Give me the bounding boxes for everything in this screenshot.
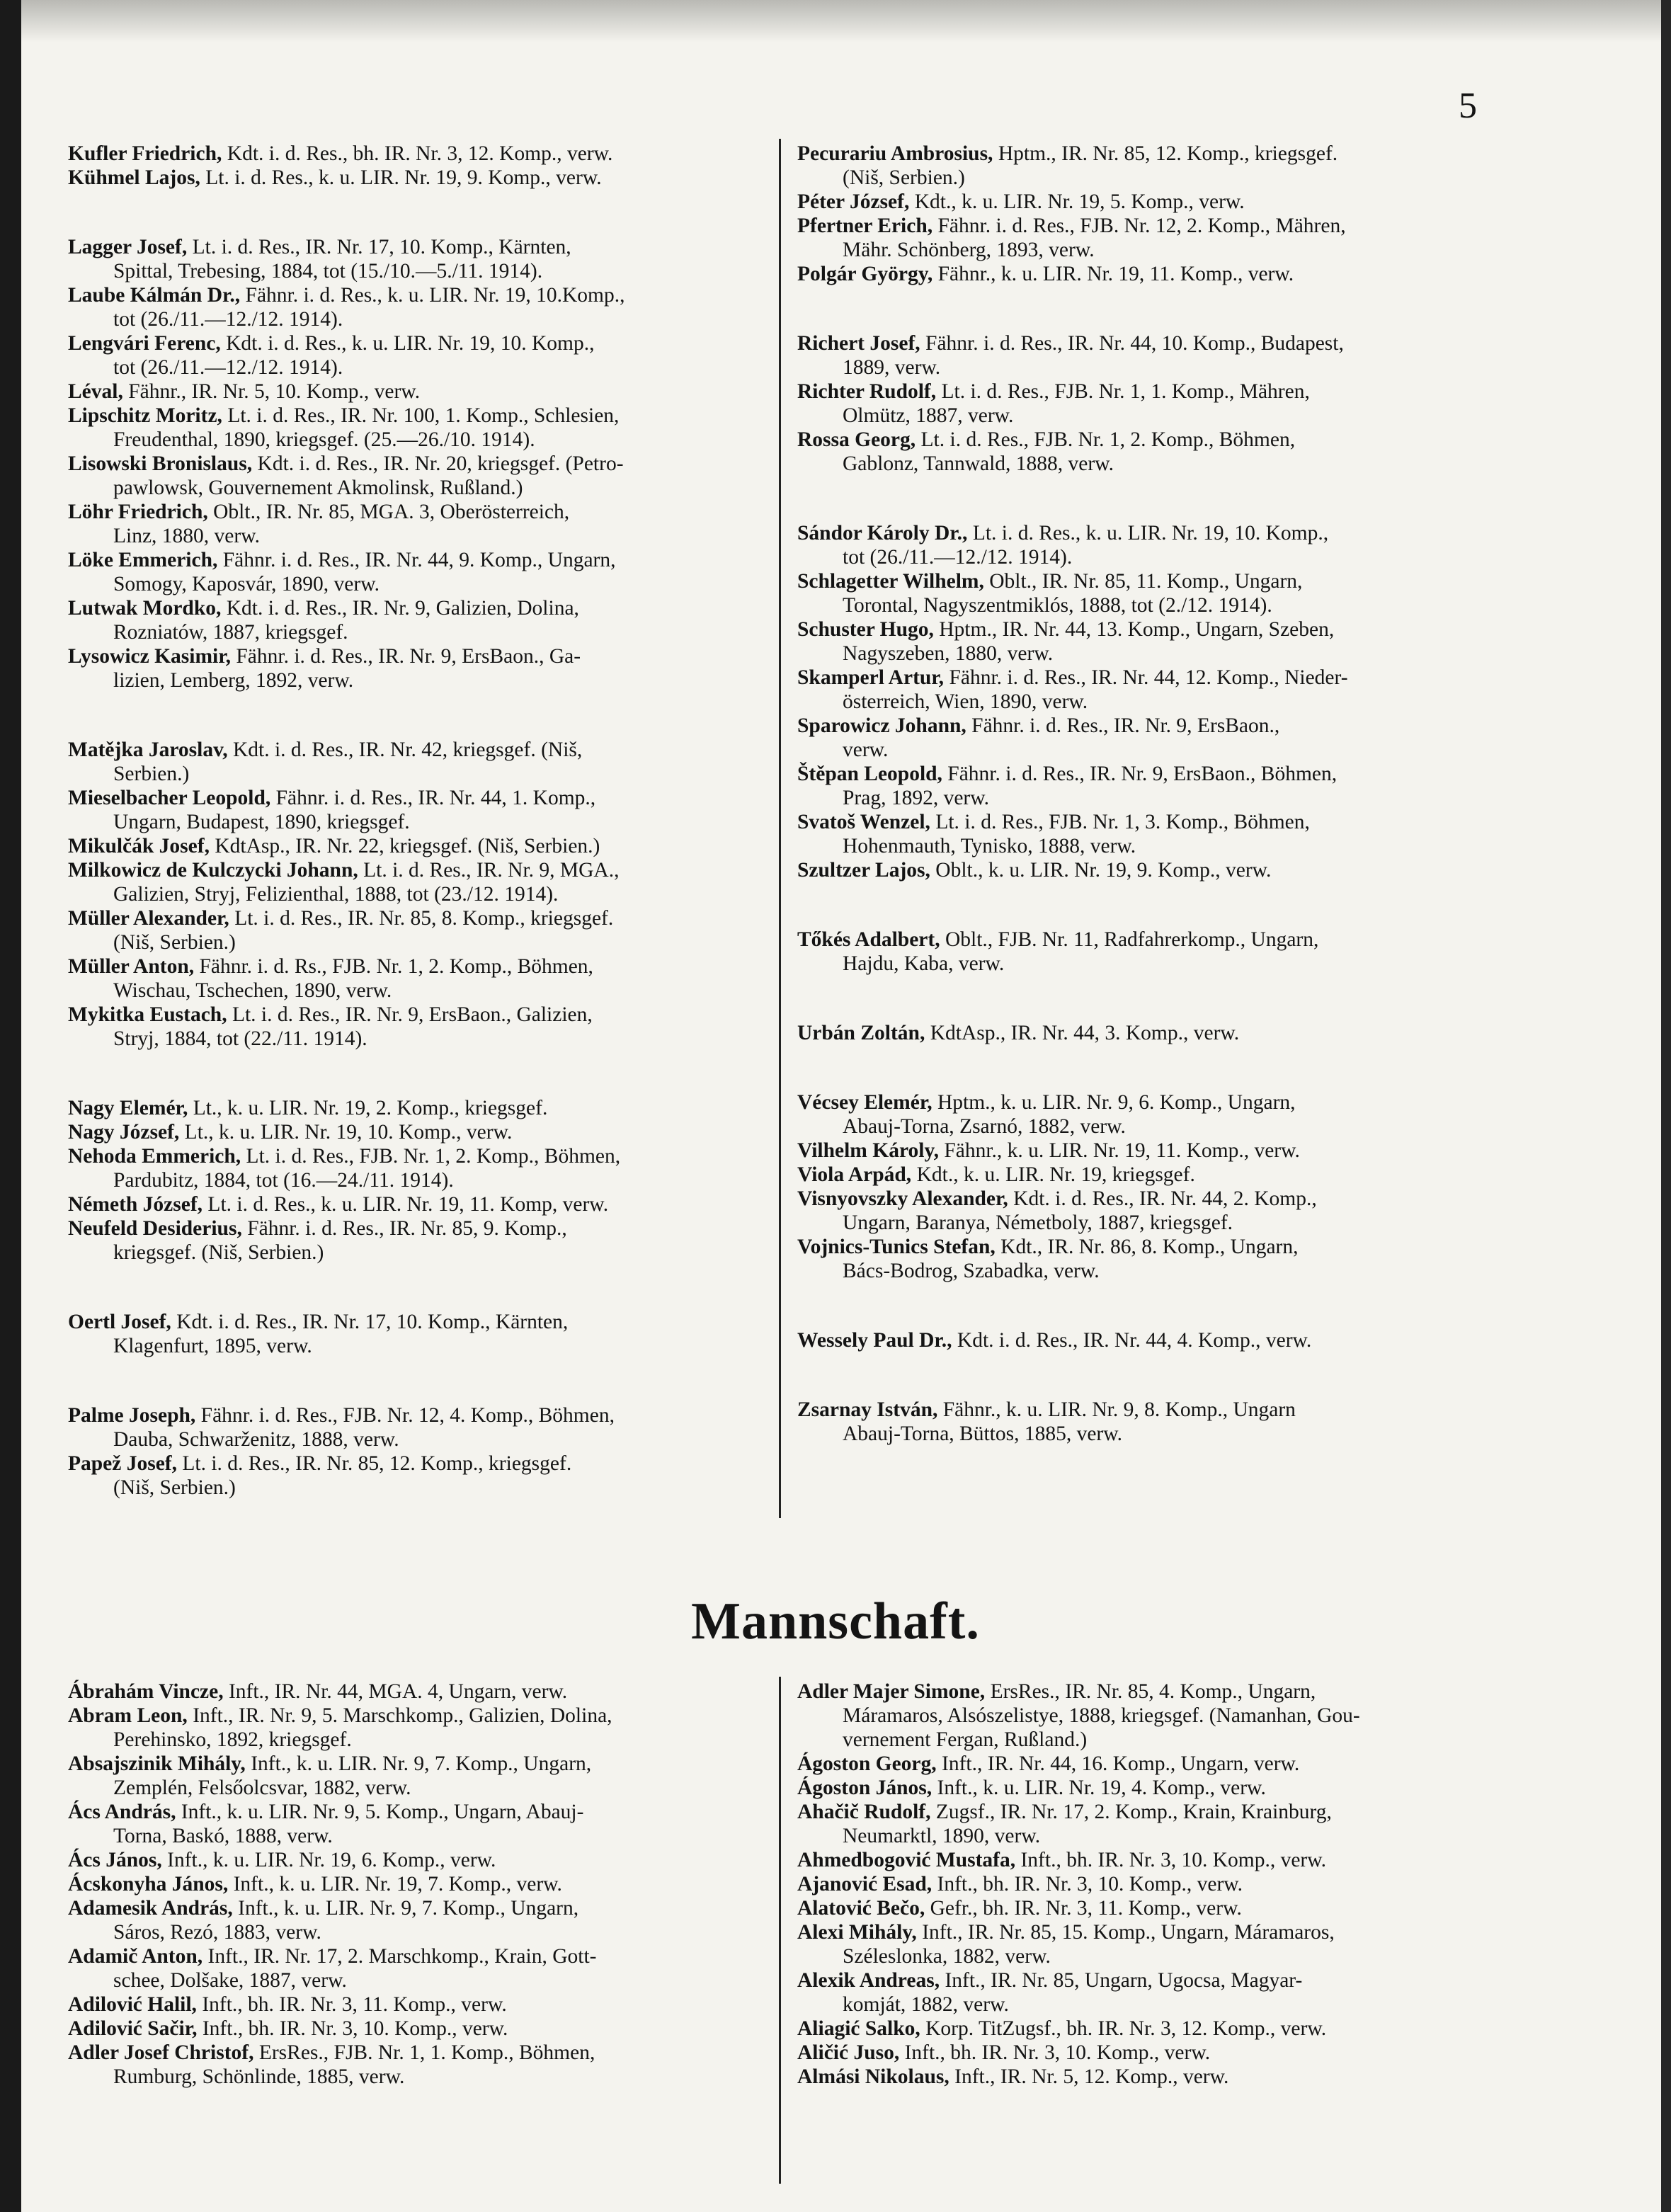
list-entry: [68, 738, 797, 786]
list-entry: [797, 617, 1527, 666]
entry-text-line: Olmütz, 1887, verw.: [843, 404, 1014, 427]
list-entry: [68, 1800, 797, 1848]
entry-text-line: Spittal, Trebesing, 1884, tot (15./10.—5./11. 1914).: [113, 260, 543, 283]
list-entry: [68, 1403, 797, 1452]
list-entry: [797, 762, 1527, 810]
entry-text-line: Kdt., k. u. LIR. Nr. 19, kriegsgef.: [916, 1163, 1195, 1186]
list-entry: [797, 1920, 1527, 1968]
list-entry: [797, 1752, 1527, 1776]
list-entry: [68, 1872, 797, 1896]
entry-name: Kufler Friedrich,: [68, 142, 222, 165]
entry-text-line: Inft., k. u. LIR. Nr. 19, 6. Komp., verw.: [167, 1849, 496, 1871]
entry-name: Ágoston János,: [797, 1777, 933, 1799]
entry-text-line: Fähnr., k. u. LIR. Nr. 9, 8. Komp., Ungarn: [942, 1398, 1296, 1421]
entry-name: Nagy József,: [68, 1121, 180, 1144]
entry-name: Löhr Friedrich,: [68, 501, 208, 523]
list-entry: [797, 142, 1527, 190]
entry-name: Vojnics-Tunics Stefan,: [797, 1236, 996, 1258]
entry-name: Ács János,: [68, 1849, 162, 1871]
entry-text-line: Hohenmauth, Tynisko, 1888, verw.: [843, 835, 1136, 857]
entry-name: Schlagetter Wilhelm,: [797, 570, 984, 593]
mannschaft-column-left: [68, 1680, 797, 2089]
entry-text-line: Freudenthal, 1890, kriegsgef. (25.—26./10. 1914).: [113, 428, 535, 451]
entry-text-line: Lt. i. d. Res., k. u. LIR. Nr. 19, 11. Komp, verw.: [207, 1193, 609, 1216]
entry-text-line: Oblt., k. u. LIR. Nr. 19, 9. Komp., verw.: [935, 859, 1272, 882]
entry-text-line: Lt. i. d. Res., IR. Nr. 9, ErsBaon., Galizien,: [232, 1003, 593, 1026]
entry-name: Svatoš Wenzel,: [797, 811, 930, 833]
entry-text-line: pawlowsk, Gouvernement Akmolinsk, Rußland.): [113, 477, 523, 499]
entry-name: Schuster Hugo,: [797, 618, 934, 641]
entry-name: Löke Emmerich,: [68, 549, 218, 571]
list-entry: [68, 858, 797, 906]
entry-text-line: komját, 1882, verw.: [843, 1993, 1009, 2016]
entry-text-line: Kdt. i. d. Res., IR. Nr. 17, 10. Komp., Kärnten,: [176, 1311, 569, 1333]
list-entry: [797, 214, 1527, 262]
entry-name: Léval,: [68, 380, 123, 403]
scan-edge-right: [1661, 0, 1671, 2212]
entry-name: Palme Joseph,: [68, 1404, 196, 1427]
list-entry: [797, 2065, 1527, 2089]
entry-text-line: Hajdu, Kaba, verw.: [843, 952, 1005, 975]
list-entry: [68, 235, 797, 283]
entry-text-line: KdtAsp., IR. Nr. 44, 3. Komp., verw.: [930, 1022, 1240, 1044]
entry-text-line: ErsRes., FJB. Nr. 1, 1. Komp., Böhmen,: [258, 2041, 595, 2064]
entry-text-line: KdtAsp., IR. Nr. 22, kriegsgef. (Niš, Serbien.): [215, 835, 600, 857]
entry-text-line: Zemplén, Felsőolcsvar, 1882, verw.: [113, 1777, 411, 1799]
entry-text-line: Lt. i. d. Res., k. u. LIR. Nr. 19, 9. Komp., verw.: [205, 166, 602, 189]
entry-text-line: Inft., k. u. LIR. Nr. 9, 7. Komp., Ungarn,: [251, 1752, 592, 1775]
list-entry: [68, 1752, 797, 1800]
entry-text-line: Rumburg, Schönlinde, 1885, verw.: [113, 2065, 405, 2088]
entry-text-line: Inft., IR. Nr. 85, 15. Komp., Ungarn, Máramaros,: [922, 1921, 1335, 1944]
entry-text-line: Hptm., IR. Nr. 44, 13. Komp., Ungarn, Szeben,: [939, 618, 1335, 641]
entry-name: Lengvári Ferenc,: [68, 332, 221, 355]
entry-text-line: Zugsf., IR. Nr. 17, 2. Komp., Krain, Krainburg,: [935, 1801, 1332, 1823]
entry-text-line: Wischau, Tschechen, 1890, verw.: [113, 979, 392, 1002]
entry-name: Vilhelm Károly,: [797, 1139, 939, 1162]
entry-text-line: Lt., k. u. LIR. Nr. 19, 10. Komp., verw.: [184, 1121, 513, 1144]
list-entry: [68, 1192, 797, 1216]
entry-name: Müller Alexander,: [68, 907, 229, 930]
entry-text-line: Lt. i. d. Res., FJB. Nr. 1, 2. Komp., Böhmen,: [246, 1145, 621, 1168]
entry-text-line: Kdt. i. d. Res., bh. IR. Nr. 3, 12. Komp., verw.: [227, 142, 613, 165]
list-entry: [797, 858, 1527, 882]
list-entry: [797, 666, 1527, 714]
list-entry: [797, 1187, 1527, 1235]
entry-text-line: vernement Fergan, Rußland.): [843, 1728, 1088, 1751]
entry-name: Lysowicz Kasimir,: [68, 645, 231, 668]
list-entry: [797, 1139, 1527, 1163]
entry-name: Štěpan Leopold,: [797, 763, 942, 785]
list-entry: [797, 331, 1527, 380]
entry-text-line: Prag, 1892, verw.: [843, 787, 990, 809]
entry-name: Skamperl Artur,: [797, 666, 945, 689]
list-entry: [797, 428, 1527, 476]
entry-text-line: Inft., bh. IR. Nr. 3, 10. Komp., verw.: [904, 2041, 1211, 2064]
list-entry: [68, 1120, 797, 1144]
list-entry: [797, 521, 1527, 569]
entry-text-line: Lt. i. d. Res., IR. Nr. 85, 12. Komp., kriegsgef.: [182, 1452, 572, 1475]
entry-text-line: Inft., k. u. LIR. Nr. 19, 4. Komp., verw.: [937, 1777, 1266, 1799]
entry-text-line: Inft., k. u. LIR. Nr. 19, 7. Komp., verw.: [233, 1873, 562, 1895]
entry-name: Mikulčák Josef,: [68, 835, 210, 857]
entry-text-line: Fähnr. i. d. Res., k. u. LIR. Nr. 19, 10.Komp.,: [245, 284, 625, 307]
entry-text-line: Fähnr. i. d. Res., FJB. Nr. 12, 4. Komp., Böhmen,: [200, 1404, 615, 1427]
entry-name: Abram Leon,: [68, 1704, 188, 1727]
entry-text-line: Pardubitz, 1884, tot (16.—24./11. 1914).: [113, 1169, 454, 1192]
entry-text-line: (Niš, Serbien.): [113, 931, 236, 954]
entry-name: Mieselbacher Leopold,: [68, 787, 271, 809]
entry-text-line: Inft., IR. Nr. 44, MGA. 4, Ungarn, verw.: [228, 1680, 568, 1703]
list-entry: [797, 1090, 1527, 1139]
entry-name: Milkowicz de Kulczycki Johann,: [68, 859, 358, 882]
list-entry: [68, 2041, 797, 2089]
entry-name: Viola Arpád,: [797, 1163, 912, 1186]
entry-text-line: (Niš, Serbien.): [843, 166, 965, 189]
entry-text-line: Fähnr. i. d. Res., FJB. Nr. 12, 2. Komp., Mähren,: [937, 215, 1346, 237]
entry-text-line: Fähnr. i. d. Res., IR. Nr. 9, ErsBaon., Böhmen,: [947, 763, 1338, 785]
scan-edge-left: [0, 0, 21, 2212]
entry-name: Ahačič Rudolf,: [797, 1801, 931, 1823]
entry-text-line: Lt. i. d. Res., FJB. Nr. 1, 3. Komp., Böhmen,: [935, 811, 1310, 833]
list-entry: [68, 954, 797, 1003]
entry-text-line: Inft., IR. Nr. 44, 16. Komp., Ungarn, verw.: [942, 1752, 1300, 1775]
entry-text-line: Fähnr. i. d. Rs., FJB. Nr. 1, 2. Komp., Böhmen,: [199, 955, 593, 978]
list-entry: [797, 262, 1527, 286]
entry-text-line: Klagenfurt, 1895, verw.: [113, 1335, 312, 1357]
entry-name: Adler Josef Christof,: [68, 2041, 254, 2064]
entry-text-line: Oblt., IR. Nr. 85, MGA. 3, Oberösterreich,: [213, 501, 570, 523]
entry-text-line: Fähnr. i. d. Res., IR. Nr. 9, ErsBaon., Ga-: [236, 645, 581, 668]
entry-text-line: Oblt., FJB. Nr. 11, Radfahrerkomp., Ungarn,: [945, 928, 1319, 951]
page-number: 5: [1459, 86, 1477, 126]
entry-text-line: (Niš, Serbien.): [113, 1476, 236, 1499]
entry-name: Tőkés Adalbert,: [797, 928, 940, 951]
list-entry: [68, 331, 797, 380]
list-entry: [68, 452, 797, 500]
entry-name: Richert Josef,: [797, 332, 920, 355]
entry-text-line: Kdt. i. d. Res., IR. Nr. 9, Galizien, Dolina,: [226, 597, 579, 620]
entry-name: Wessely Paul Dr.,: [797, 1329, 952, 1352]
entry-text-line: ErsRes., IR. Nr. 85, 4. Komp., Ungarn,: [990, 1680, 1316, 1703]
entry-text-line: Inft., IR. Nr. 85, Ungarn, Ugocsa, Magyar-: [945, 1969, 1303, 1992]
entry-text-line: Fähnr., IR. Nr. 5, 10. Komp., verw.: [128, 380, 421, 403]
entry-text-line: Hptm., k. u. LIR. Nr. 9, 6. Komp., Ungarn,: [937, 1091, 1296, 1114]
entry-text-line: Fähnr., k. u. LIR. Nr. 19, 11. Komp., verw.: [944, 1139, 1300, 1162]
entry-name: Mykitka Eustach,: [68, 1003, 227, 1026]
entry-name: Sándor Károly Dr.,: [797, 522, 968, 545]
list-entry: [68, 1704, 797, 1752]
list-entry: [797, 569, 1527, 617]
entry-text-line: Mähr. Schönberg, 1893, verw.: [843, 239, 1095, 261]
entry-text-line: Inft., IR. Nr. 17, 2. Marschkomp., Krain, Gott-: [207, 1945, 597, 1968]
entry-text-line: Lt. i. d. Res., IR. Nr. 100, 1. Komp., Schlesien,: [227, 404, 620, 427]
entry-text-line: Inft., bh. IR. Nr. 3, 10. Komp., verw.: [937, 1873, 1243, 1895]
entry-text-line: Inft., IR. Nr. 5, 12. Komp., verw.: [954, 2065, 1229, 2088]
entry-text-line: Lt. i. d. Res., FJB. Nr. 1, 2. Komp., Böhmen,: [920, 428, 1296, 451]
list-entry: [68, 786, 797, 834]
list-entry: [68, 142, 797, 166]
entry-text-line: Dauba, Schwarženitz, 1888, verw.: [113, 1428, 399, 1451]
entry-text-line: Torontal, Nagyszentmiklós, 1888, tot (2./12. 1914).: [843, 594, 1272, 617]
entry-text-line: tot (26./11.—12./12. 1914).: [843, 546, 1073, 569]
entry-text-line: Máramaros, Alsószelistye, 1888, kriegsgef. (Namanhan, Gou-: [843, 1704, 1360, 1727]
entry-text-line: lizien, Lemberg, 1892, verw.: [113, 669, 354, 692]
entry-text-line: Hptm., IR. Nr. 85, 12. Komp., kriegsgef.: [998, 142, 1338, 165]
entry-text-line: Inft., bh. IR. Nr. 3, 10. Komp., verw.: [202, 2017, 508, 2040]
entry-text-line: Abauj-Torna, Büttos, 1885, verw.: [843, 1423, 1123, 1445]
entry-name: Kühmel Lajos,: [68, 166, 200, 189]
entry-name: Oertl Josef,: [68, 1311, 171, 1333]
list-entry: [68, 1216, 797, 1265]
entry-text-line: Bács-Bodrog, Szabadka, verw.: [843, 1260, 1100, 1282]
column-divider-bottom: [779, 1677, 781, 2184]
entry-text-line: Lt., k. u. LIR. Nr. 19, 2. Komp., kriegsgef.: [193, 1097, 548, 1119]
entry-name: Neufeld Desiderius,: [68, 1217, 242, 1240]
list-entry: [68, 1848, 797, 1872]
entry-name: Pecurariu Ambrosius,: [797, 142, 993, 165]
entry-name: Ácskonyha János,: [68, 1873, 229, 1895]
entry-name: Richter Rudolf,: [797, 380, 937, 403]
entry-text-line: Fähnr. i. d. Res., IR. Nr. 44, 9. Komp., Ungarn,: [222, 549, 616, 571]
entry-text-line: Fähnr. i. d. Res., IR. Nr. 44, 12. Komp., Nieder-: [949, 666, 1348, 689]
entry-text-line: Torna, Baskó, 1888, verw.: [113, 1825, 333, 1847]
entry-name: Aličić Juso,: [797, 2041, 900, 2064]
list-entry: [797, 1021, 1527, 1045]
list-entry: [68, 1680, 797, 1704]
list-entry: [797, 380, 1527, 428]
list-entry: [68, 283, 797, 331]
entry-name: Németh József,: [68, 1193, 203, 1216]
entry-text-line: Perehinsko, 1892, kriegsgef.: [113, 1728, 352, 1751]
scan-shadow-top: [0, 0, 1671, 42]
entry-text-line: Korp. TitZugsf., bh. IR. Nr. 3, 12. Komp., verw.: [925, 2017, 1327, 2040]
entry-name: Absajszinik Mihály,: [68, 1752, 246, 1775]
list-entry: [797, 1680, 1527, 1752]
entry-text-line: Abauj-Torna, Zsarnó, 1882, verw.: [843, 1115, 1126, 1138]
list-entry: [68, 1896, 797, 1944]
list-entry: [797, 1848, 1527, 1872]
entry-text-line: Lt. i. d. Res., k. u. LIR. Nr. 19, 10. Komp.,: [972, 522, 1329, 545]
entry-text-line: Széleslonka, 1882, verw.: [843, 1945, 1051, 1968]
entry-text-line: österreich, Wien, 1890, verw.: [843, 690, 1088, 713]
list-entry: [68, 380, 797, 404]
entry-text-line: Inft., k. u. LIR. Nr. 9, 7. Komp., Ungarn,: [238, 1897, 579, 1920]
entry-text-line: Linz, 1880, verw.: [113, 525, 260, 547]
list-entry: [68, 1096, 797, 1120]
entry-name: Alatović Bečo,: [797, 1897, 925, 1920]
list-entry: [68, 1003, 797, 1051]
list-entry: [797, 1398, 1527, 1446]
entry-name: Zsarnay István,: [797, 1398, 938, 1421]
entry-name: Adilović Halil,: [68, 1993, 197, 2016]
mannschaft-column-right: [797, 1680, 1527, 2089]
entry-name: Ahmedbogović Mustafa,: [797, 1849, 1016, 1871]
entry-name: Sparowicz Johann,: [797, 714, 966, 737]
entry-text-line: Stryj, 1884, tot (22./11. 1914).: [113, 1027, 367, 1050]
entry-text-line: Kdt. i. d. Res., IR. Nr. 42, kriegsgef. (Niš,: [232, 739, 583, 761]
entry-name: Adilović Sačir,: [68, 2017, 198, 2040]
entry-name: Adamesik András,: [68, 1897, 233, 1920]
entry-text-line: Inft., k. u. LIR. Nr. 9, 5. Komp., Ungarn, Abauj-: [181, 1801, 584, 1823]
entry-text-line: Gefr., bh. IR. Nr. 3, 11. Komp., verw.: [930, 1897, 1242, 1920]
entry-name: Nehoda Emmerich,: [68, 1145, 241, 1168]
entry-text-line: Inft., bh. IR. Nr. 3, 11. Komp., verw.: [202, 1993, 507, 2016]
list-entry: [797, 1776, 1527, 1800]
entry-text-line: Fähnr. i. d. Res., IR. Nr. 85, 9. Komp.,: [247, 1217, 567, 1240]
list-entry: [797, 928, 1527, 976]
entry-text-line: Kdt. i. d. Res., k. u. LIR. Nr. 19, 10. Komp.,: [226, 332, 595, 355]
entry-name: Almási Nikolaus,: [797, 2065, 949, 2088]
entry-name: Papež Josef,: [68, 1452, 178, 1475]
list-entry: [797, 2041, 1527, 2065]
entry-text-line: Ungarn, Budapest, 1890, kriegsgef.: [113, 811, 410, 833]
officers-column-left: [68, 142, 797, 1500]
entry-text-line: tot (26./11.—12./12. 1914).: [113, 308, 343, 331]
entry-name: Polgár György,: [797, 263, 933, 285]
list-entry: [68, 596, 797, 644]
list-entry: [68, 644, 797, 692]
entry-name: Aliagić Salko,: [797, 2017, 920, 2040]
list-entry: [797, 1235, 1527, 1283]
list-entry: [797, 1872, 1527, 1896]
entry-text-line: Inft., IR. Nr. 9, 5. Marschkomp., Galizien, Dolina,: [193, 1704, 612, 1727]
entry-name: Nagy Elemér,: [68, 1097, 188, 1119]
entry-name: Müller Anton,: [68, 955, 195, 978]
entry-name: Ács András,: [68, 1801, 176, 1823]
entry-name: Alexik Andreas,: [797, 1969, 940, 1992]
entry-name: Lipschitz Moritz,: [68, 404, 222, 427]
entry-name: Adamič Anton,: [68, 1945, 203, 1968]
entry-text-line: Kdt. i. d. Res., IR. Nr. 44, 4. Komp., verw.: [957, 1329, 1312, 1352]
entry-name: Rossa Georg,: [797, 428, 916, 451]
entry-name: Adler Majer Simone,: [797, 1680, 986, 1703]
list-entry: [68, 1992, 797, 2017]
entry-text-line: tot (26./11.—12./12. 1914).: [113, 356, 343, 379]
entry-text-line: kriegsgef. (Niš, Serbien.): [113, 1241, 324, 1264]
list-entry: [797, 1968, 1527, 2017]
list-entry: [797, 1896, 1527, 1920]
list-entry: [68, 500, 797, 548]
list-entry: [68, 166, 797, 190]
entry-text-line: 1889, verw.: [843, 356, 941, 379]
entry-text-line: verw.: [843, 739, 889, 761]
entry-text-line: Ungarn, Baranya, Németboly, 1887, kriegsgef.: [843, 1212, 1233, 1234]
section-heading-mannschaft: Mannschaft.: [691, 1592, 980, 1651]
entry-text-line: Nagyszeben, 1880, verw.: [843, 642, 1054, 665]
entry-text-line: Gablonz, Tannwald, 1888, verw.: [843, 452, 1114, 475]
entry-text-line: Kdt. i. d. Res., IR. Nr. 44, 2. Komp.,: [1013, 1187, 1317, 1210]
list-entry: [68, 548, 797, 596]
entry-name: Lagger Josef,: [68, 236, 188, 258]
entry-name: Szultzer Lajos,: [797, 859, 930, 882]
entry-name: Lutwak Mordko,: [68, 597, 222, 620]
list-entry: [797, 714, 1527, 762]
entry-text-line: Fähnr., k. u. LIR. Nr. 19, 11. Komp., verw.: [937, 263, 1294, 285]
entry-name: Matějka Jaroslav,: [68, 739, 228, 761]
list-entry: [68, 1310, 797, 1358]
list-entry: [797, 810, 1527, 858]
list-entry: [68, 1452, 797, 1500]
entry-text-line: Rozniatów, 1887, kriegsgef.: [113, 621, 348, 644]
list-entry: [797, 190, 1527, 214]
list-entry: [797, 1800, 1527, 1848]
list-entry: [68, 1944, 797, 1992]
entry-text-line: Lt. i. d. Res., FJB. Nr. 1, 1. Komp., Mähren,: [941, 380, 1310, 403]
entry-text-line: Lt. i. d. Res., IR. Nr. 17, 10. Komp., Kärnten,: [192, 236, 571, 258]
column-divider-top: [779, 139, 781, 1518]
list-entry: [68, 906, 797, 954]
entry-name: Visnyovszky Alexander,: [797, 1187, 1008, 1210]
list-entry: [68, 404, 797, 452]
list-entry: [68, 2017, 797, 2041]
list-entry: [797, 1163, 1527, 1187]
entry-name: Pfertner Erich,: [797, 215, 933, 237]
list-entry: [797, 2017, 1527, 2041]
entry-text-line: Oblt., IR. Nr. 85, 11. Komp., Ungarn,: [989, 570, 1303, 593]
entry-text-line: Galizien, Stryj, Felizienthal, 1888, tot (23./12. 1914).: [113, 883, 559, 906]
entry-name: Lisowski Bronislaus,: [68, 452, 253, 475]
entry-name: Péter József,: [797, 190, 910, 213]
entry-text-line: Sáros, Rezó, 1883, verw.: [113, 1921, 321, 1944]
entry-text-line: Kdt., IR. Nr. 86, 8. Komp., Ungarn,: [1000, 1236, 1299, 1258]
entry-name: Ábrahám Vincze,: [68, 1680, 224, 1703]
entry-text-line: Kdt., k. u. LIR. Nr. 19, 5. Komp., verw.: [914, 190, 1245, 213]
entry-name: Alexi Mihály,: [797, 1921, 917, 1944]
entry-text-line: Fähnr. i. d. Res., IR. Nr. 44, 10. Komp., Budapest,: [925, 332, 1344, 355]
entry-text-line: Lt. i. d. Res., IR. Nr. 9, MGA.,: [363, 859, 620, 882]
entry-text-line: Kdt. i. d. Res., IR. Nr. 20, kriegsgef. (Petro-: [257, 452, 624, 475]
entry-name: Vécsey Elemér,: [797, 1091, 933, 1114]
list-entry: [797, 1328, 1527, 1352]
entry-text-line: Fähnr. i. d. Res., IR. Nr. 9, ErsBaon.,: [971, 714, 1280, 737]
officers-column-right: [797, 142, 1527, 1446]
entry-text-line: Serbien.): [113, 763, 190, 785]
entry-name: Ajanović Esad,: [797, 1873, 933, 1895]
entry-name: Ágoston Georg,: [797, 1752, 937, 1775]
list-entry: [68, 834, 797, 858]
entry-name: Laube Kálmán Dr.,: [68, 284, 241, 307]
entry-text-line: Lt. i. d. Res., IR. Nr. 85, 8. Komp., kriegsgef.: [234, 907, 614, 930]
entry-name: Urbán Zoltán,: [797, 1022, 925, 1044]
entry-text-line: Somogy, Kaposvár, 1890, verw.: [113, 573, 380, 595]
list-entry: [68, 1144, 797, 1192]
entry-text-line: Inft., bh. IR. Nr. 3, 10. Komp., verw.: [1020, 1849, 1327, 1871]
entry-text-line: schee, Dolšake, 1887, verw.: [113, 1969, 347, 1992]
entry-text-line: Fähnr. i. d. Res., IR. Nr. 44, 1. Komp.,: [275, 787, 596, 809]
entry-text-line: Neumarktl, 1890, verw.: [843, 1825, 1041, 1847]
